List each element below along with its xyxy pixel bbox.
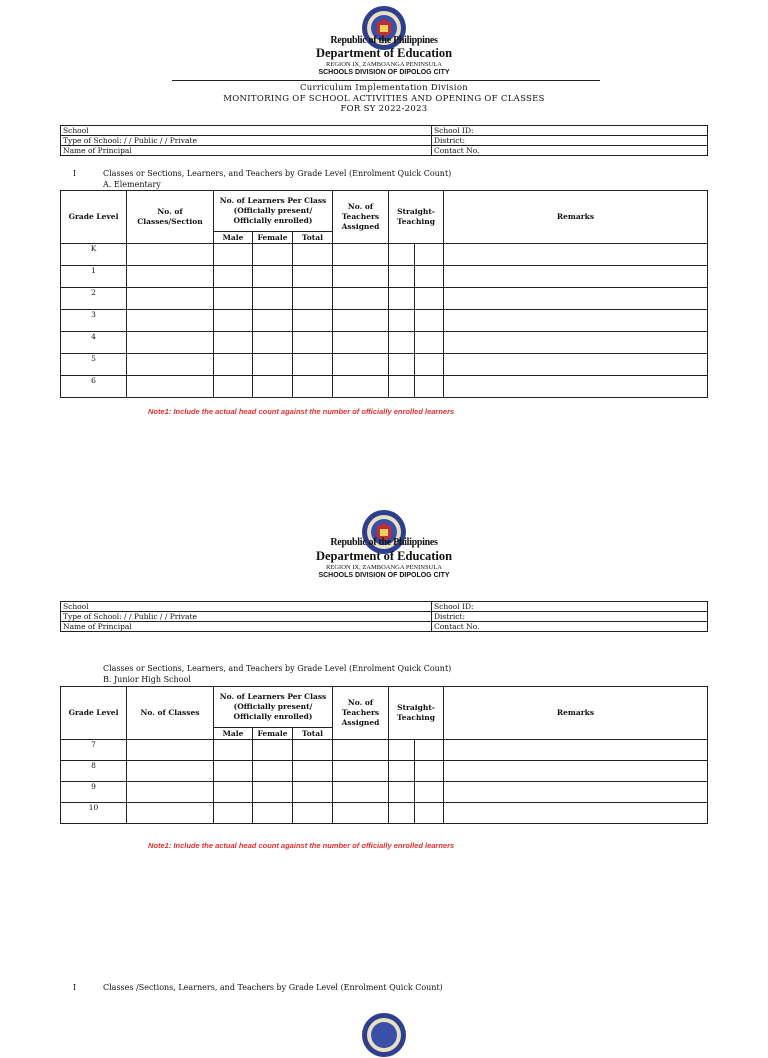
entry-cell[interactable] (253, 310, 293, 332)
entry-cell[interactable] (214, 266, 253, 288)
grade-level-cell: 6 (61, 376, 127, 398)
table-row (61, 782, 708, 803)
female-header: Female (253, 232, 293, 244)
grade-level-cell: 4 (61, 332, 127, 354)
grade-level-cell: 9 (61, 782, 127, 803)
contact-field[interactable]: Contact No. (432, 622, 708, 632)
classes-header: No. of Classes (127, 687, 214, 740)
entry-cell[interactable] (333, 782, 389, 803)
entry-cell[interactable] (127, 782, 214, 803)
republic-label: Republic of the Philippines (330, 35, 438, 46)
entry-cell[interactable] (293, 310, 333, 332)
entry-cell[interactable] (293, 782, 333, 803)
entry-cell[interactable] (214, 332, 253, 354)
district-field[interactable]: District: (432, 612, 708, 622)
section-numeral: I (73, 169, 77, 178)
entry-cell[interactable] (253, 244, 293, 266)
section-title: Classes or Sections, Learners, and Teachers by Grade Level (Enrolment Quick Count) (103, 169, 452, 178)
section-title: Classes /Sections, Learners, and Teachers by Grade Level (Enrolment Quick Count) (103, 983, 443, 992)
remarks-header: Remarks (444, 191, 708, 244)
entry-cell[interactable] (293, 803, 333, 824)
header-divider (172, 80, 600, 81)
school-id-field[interactable]: School ID: (432, 126, 708, 136)
division-label: SCHOOLS DIVISION OF DIPOLOG CITY (318, 69, 450, 76)
entry-cell[interactable] (253, 761, 293, 782)
entry-cell[interactable] (333, 740, 389, 761)
monitoring-title: MONITORING OF SCHOOL ACTIVITIES AND OPENING OF CLASSES (223, 94, 545, 104)
entry-cell[interactable] (127, 244, 214, 266)
entry-cell[interactable] (444, 782, 708, 803)
female-header: Female (253, 728, 293, 740)
entry-cell[interactable] (253, 266, 293, 288)
grade-level-header: Grade Level (61, 687, 127, 740)
table-row (61, 288, 708, 310)
entry-cell[interactable] (253, 376, 293, 398)
entry-cell[interactable] (214, 761, 253, 782)
entry-cell[interactable] (444, 266, 708, 288)
entry-cell[interactable] (389, 761, 415, 782)
entry-cell[interactable] (415, 376, 444, 398)
grade-level-cell: 2 (61, 288, 127, 310)
deped-seal-icon (361, 1012, 407, 1058)
entry-cell[interactable] (214, 354, 253, 376)
straight-teaching-header: Straight-Teaching (389, 687, 444, 740)
entry-cell[interactable] (415, 332, 444, 354)
entry-cell[interactable] (389, 376, 415, 398)
entry-cell[interactable] (444, 740, 708, 761)
entry-cell[interactable] (389, 782, 415, 803)
grade-level-cell: 7 (61, 740, 127, 761)
male-header: Male (214, 728, 253, 740)
entry-cell[interactable] (127, 288, 214, 310)
entry-cell[interactable] (293, 266, 333, 288)
region-label: REGION IX, ZAMBOANGA PENINSULA (326, 564, 442, 571)
entry-cell[interactable] (293, 244, 333, 266)
entry-cell[interactable] (214, 782, 253, 803)
table-row (61, 266, 708, 288)
entry-cell[interactable] (214, 740, 253, 761)
entry-cell[interactable] (127, 332, 214, 354)
entry-cell[interactable] (293, 288, 333, 310)
school-info-table (60, 601, 708, 632)
learners-header: No. of Learners Per Class (Officially present/ Officially enrolled) (214, 191, 333, 232)
school-year-label: FOR SY 2022-2023 (340, 104, 428, 114)
subsection-title: A. Elementary (103, 180, 161, 189)
grade-level-cell: 8 (61, 761, 127, 782)
entry-cell[interactable] (333, 354, 389, 376)
entry-cell[interactable] (214, 376, 253, 398)
entry-cell[interactable] (127, 376, 214, 398)
enrolment-note: Note1: Include the actual head count against the number of officially enrolled learners (148, 407, 455, 416)
grade-level-cell: 1 (61, 266, 127, 288)
principal-field[interactable]: Name of Principal (61, 146, 432, 156)
entry-cell[interactable] (333, 803, 389, 824)
total-header: Total (293, 728, 333, 740)
republic-label: Republic of the Philippines (330, 537, 438, 548)
cid-label: Curriculum Implementation Division (299, 83, 469, 93)
entry-cell[interactable] (444, 332, 708, 354)
teachers-header: No. of Teachers Assigned (333, 191, 389, 244)
entry-cell[interactable] (333, 310, 389, 332)
type-of-school-field[interactable]: Type of School: / / Public / / Private (61, 612, 432, 622)
entry-cell[interactable] (127, 803, 214, 824)
entry-cell[interactable] (333, 761, 389, 782)
subsection-title: B. Junior High School (103, 675, 191, 684)
entry-cell[interactable] (415, 244, 444, 266)
grade-level-header: Grade Level (61, 191, 127, 244)
entry-cell[interactable] (127, 740, 214, 761)
entry-cell[interactable] (389, 266, 415, 288)
entry-cell[interactable] (127, 761, 214, 782)
table-row (61, 761, 708, 782)
entry-cell[interactable] (415, 310, 444, 332)
junior-high-table (60, 686, 708, 824)
entry-cell[interactable] (444, 803, 708, 824)
table-row (61, 376, 708, 398)
table-row (61, 310, 708, 332)
entry-cell[interactable] (127, 310, 214, 332)
grade-level-cell: 3 (61, 310, 127, 332)
elementary-table (60, 190, 708, 398)
entry-cell[interactable] (389, 310, 415, 332)
district-field[interactable]: District: (432, 136, 708, 146)
learners-header: No. of Learners Per Class (Officially present/ Officially enrolled) (214, 687, 333, 728)
entry-cell[interactable] (253, 332, 293, 354)
school-field[interactable]: School (61, 602, 432, 612)
grade-level-cell: 5 (61, 354, 127, 376)
total-header: Total (293, 232, 333, 244)
table-row (61, 332, 708, 354)
entry-cell[interactable] (293, 376, 333, 398)
teachers-header: No. of Teachers Assigned (333, 687, 389, 740)
department-title: Department of Education (315, 549, 453, 563)
entry-cell[interactable] (214, 244, 253, 266)
entry-cell[interactable] (214, 310, 253, 332)
table-row (61, 354, 708, 376)
entry-cell[interactable] (415, 740, 444, 761)
entry-cell[interactable] (389, 288, 415, 310)
grade-level-cell: K (61, 244, 127, 266)
entry-cell[interactable] (415, 803, 444, 824)
table-row (61, 740, 708, 761)
school-id-field[interactable]: School ID: (432, 602, 708, 612)
table-row (61, 244, 708, 266)
type-of-school-field[interactable]: Type of School: / / Public / / Private (61, 136, 432, 146)
entry-cell[interactable] (127, 354, 214, 376)
entry-cell[interactable] (444, 376, 708, 398)
entry-cell[interactable] (333, 332, 389, 354)
entry-cell[interactable] (444, 354, 708, 376)
section-numeral: I (73, 983, 77, 992)
entry-cell[interactable] (333, 266, 389, 288)
entry-cell[interactable] (389, 354, 415, 376)
enrolment-note: Note1: Include the actual head count against the number of officially enrolled learners (148, 841, 455, 850)
entry-cell[interactable] (293, 761, 333, 782)
entry-cell[interactable] (415, 288, 444, 310)
entry-cell[interactable] (127, 266, 214, 288)
department-title: Department of Education (315, 46, 453, 60)
classes-sections-header: No. of Classes/Section (127, 191, 214, 244)
entry-cell[interactable] (415, 266, 444, 288)
school-info-table (60, 125, 708, 156)
entry-cell[interactable] (214, 288, 253, 310)
entry-cell[interactable] (415, 354, 444, 376)
entry-cell[interactable] (333, 288, 389, 310)
entry-cell[interactable] (253, 288, 293, 310)
entry-cell[interactable] (293, 354, 333, 376)
entry-cell[interactable] (444, 244, 708, 266)
division-label: SCHOOLS DIVISION OF DIPOLOG CITY (318, 572, 450, 579)
straight-teaching-header: Straight-Teaching (389, 191, 444, 244)
entry-cell[interactable] (415, 761, 444, 782)
principal-field[interactable]: Name of Principal (61, 622, 432, 632)
entry-cell[interactable] (389, 244, 415, 266)
entry-cell[interactable] (293, 740, 333, 761)
region-label: REGION IX, ZAMBOANGA PENINSULA (326, 61, 442, 68)
section-title: Classes or Sections, Learners, and Teachers by Grade Level (Enrolment Quick Count) (103, 664, 452, 673)
male-header: Male (214, 232, 253, 244)
entry-cell[interactable] (444, 761, 708, 782)
entry-cell[interactable] (389, 740, 415, 761)
entry-cell[interactable] (444, 288, 708, 310)
contact-field[interactable]: Contact No. (432, 146, 708, 156)
entry-cell[interactable] (253, 803, 293, 824)
grade-level-cell: 10 (61, 803, 127, 824)
entry-cell[interactable] (253, 782, 293, 803)
entry-cell[interactable] (214, 803, 253, 824)
entry-cell[interactable] (333, 244, 389, 266)
remarks-header: Remarks (444, 687, 708, 740)
entry-cell[interactable] (253, 740, 293, 761)
table-row (61, 803, 708, 824)
entry-cell[interactable] (253, 354, 293, 376)
entry-cell[interactable] (389, 332, 415, 354)
entry-cell[interactable] (444, 310, 708, 332)
entry-cell[interactable] (415, 782, 444, 803)
entry-cell[interactable] (333, 376, 389, 398)
school-field[interactable]: School (61, 126, 432, 136)
entry-cell[interactable] (389, 803, 415, 824)
entry-cell[interactable] (293, 332, 333, 354)
